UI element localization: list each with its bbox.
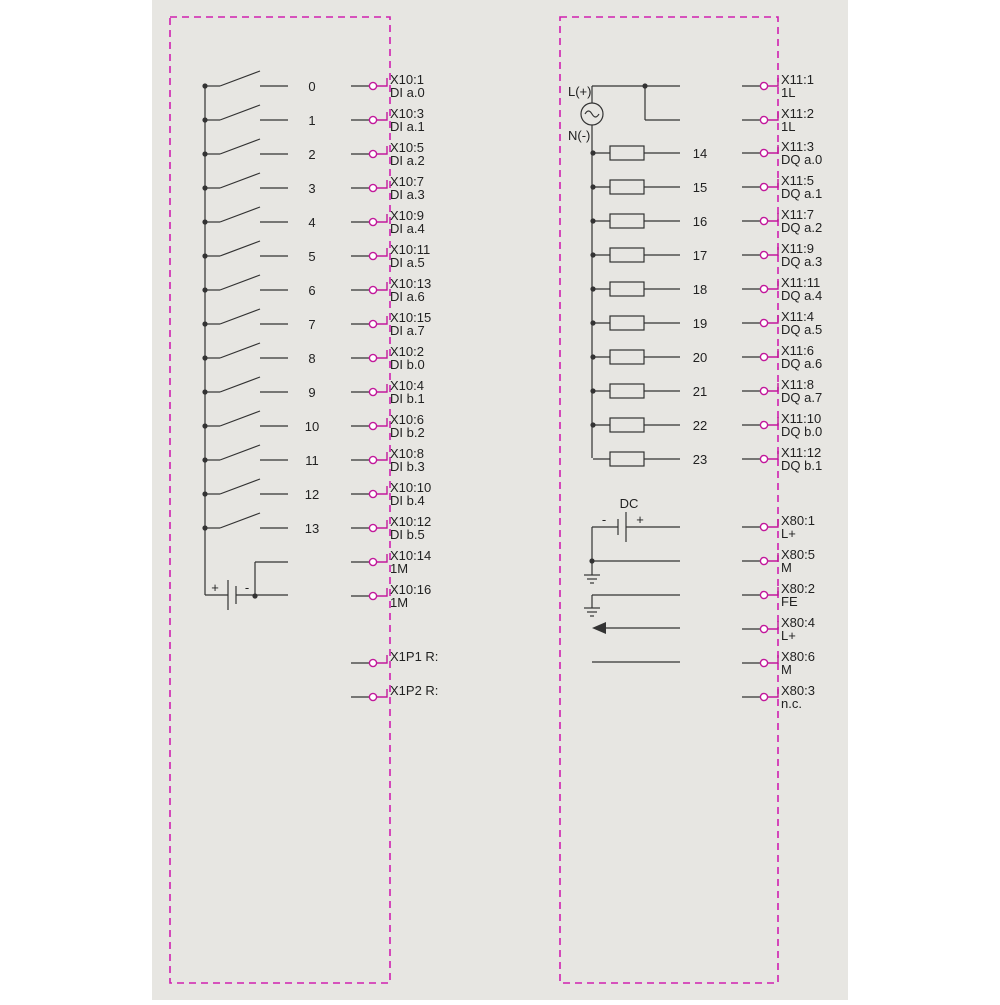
dc-label: DC: [619, 496, 639, 511]
terminal-label: X80:4: [781, 615, 815, 630]
terminal-circle: [760, 387, 767, 394]
terminal-circle: [760, 217, 767, 224]
channel-number: 1: [308, 113, 316, 128]
signal-label: M: [781, 560, 792, 575]
signal-label: DI a.7: [390, 323, 425, 338]
terminal-label: X10:9: [390, 208, 424, 223]
channel-number: 10: [304, 419, 320, 434]
terminal-label: X11:10: [781, 411, 822, 426]
channel-number: 6: [308, 283, 316, 298]
terminal-circle: [369, 116, 376, 123]
channel-number: 20: [692, 350, 708, 365]
terminal-label: X11:5: [781, 173, 815, 188]
terminal-circle: [760, 251, 767, 258]
signal-label: DI a.1: [390, 119, 425, 134]
terminal-label: X10:5: [390, 140, 424, 155]
terminal-label: X11:6: [781, 343, 815, 358]
terminal-circle: [760, 523, 767, 530]
channel-number: 5: [308, 249, 316, 264]
channel-number: 23: [692, 452, 708, 467]
terminal-label: X11:2: [781, 106, 815, 121]
terminal-label: X11:3: [781, 139, 815, 154]
dc-minus-sign: -: [601, 512, 607, 527]
terminal-label: X80:3: [781, 683, 815, 698]
terminal-label: X80:6: [781, 649, 815, 664]
terminal-circle: [369, 558, 376, 565]
signal-label: DI a.5: [390, 255, 425, 270]
signal-label: DI a.4: [390, 221, 425, 236]
terminal-label: X10:13: [390, 276, 432, 291]
signal-label: DQ b.1: [781, 458, 823, 473]
terminal-circle: [369, 592, 376, 599]
signal-label: n.c.: [781, 696, 802, 711]
terminal-label: X10:8: [390, 446, 424, 461]
terminal-circle: [369, 354, 376, 361]
terminal-label: X10:12: [390, 514, 432, 529]
diagram-sheet: [152, 0, 848, 1000]
signal-label: DI b.4: [390, 493, 425, 508]
terminal-label: X10:10: [390, 480, 432, 495]
terminal-label: X10:7: [390, 174, 424, 189]
terminal-circle: [369, 286, 376, 293]
channel-number: 15: [692, 180, 708, 195]
terminal-circle: [369, 693, 376, 700]
signal-label: DI a.6: [390, 289, 425, 304]
terminal-circle: [369, 524, 376, 531]
terminal-label: X10:6: [390, 412, 424, 427]
terminal-label: X11:7: [781, 207, 815, 222]
channel-number: 4: [308, 215, 316, 230]
signal-label: L+: [781, 526, 796, 541]
terminal-label: X10:14: [390, 548, 432, 563]
signal-label: DI a.3: [390, 187, 425, 202]
terminal-circle: [369, 388, 376, 395]
signal-label: DQ a.2: [781, 220, 823, 235]
signal-label: DQ a.7: [781, 390, 823, 405]
channel-number: 8: [308, 351, 316, 366]
dc-plus-sign: +: [636, 512, 644, 527]
signal-label: DQ b.0: [781, 424, 823, 439]
channel-number: 7: [308, 317, 316, 332]
channel-number: 14: [692, 146, 708, 161]
signal-label: DI b.3: [390, 459, 425, 474]
channel-number: 19: [692, 316, 708, 331]
terminal-circle: [369, 659, 376, 666]
terminal-circle: [369, 184, 376, 191]
terminal-label: X11:8: [781, 377, 815, 392]
terminal-circle: [760, 285, 767, 292]
terminal-label: X10:1: [390, 72, 424, 87]
signal-label: DQ a.4: [781, 288, 823, 303]
terminal-label: X10:16: [390, 582, 432, 597]
channel-number: 2: [308, 147, 316, 162]
terminal-circle: [369, 82, 376, 89]
terminal-circle: [760, 319, 767, 326]
terminal-circle: [369, 218, 376, 225]
signal-label: DQ a.1: [781, 186, 823, 201]
terminal-circle: [760, 149, 767, 156]
channel-number: 18: [692, 282, 708, 297]
terminal-label: X80:5: [781, 547, 815, 562]
supply-plus-label: L(+): [568, 84, 592, 99]
signal-label: 1L: [781, 119, 796, 134]
terminal-circle: [369, 422, 376, 429]
signal-label: 1M: [390, 561, 409, 576]
terminal-circle: [760, 625, 767, 632]
terminal-label: X10:15: [390, 310, 432, 325]
terminal-label: X10:4: [390, 378, 424, 393]
terminal-label: X10:3: [390, 106, 424, 121]
channel-number: 22: [692, 418, 708, 433]
supply-junction: [252, 593, 257, 598]
terminal-circle: [760, 693, 767, 700]
signal-label: DI a.2: [390, 153, 425, 168]
terminal-circle: [369, 320, 376, 327]
channel-number: 0: [308, 79, 316, 94]
terminal-label: X80:1: [781, 513, 815, 528]
signal-label: DQ a.5: [781, 322, 823, 337]
signal-label: L+: [781, 628, 796, 643]
terminal-circle: [760, 557, 767, 564]
terminal-circle: [369, 490, 376, 497]
signal-label: FE: [781, 594, 798, 609]
terminal-circle: [760, 659, 767, 666]
channel-number: 21: [692, 384, 708, 399]
signal-label: DI b.5: [390, 527, 425, 542]
terminal-label: X11:12: [781, 445, 822, 460]
terminal-circle: [369, 150, 376, 157]
terminal-circle: [760, 455, 767, 462]
signal-label: 1M: [390, 595, 409, 610]
signal-label: DI b.1: [390, 391, 425, 406]
supply-minus-label: N(-): [568, 128, 591, 143]
terminal-circle: [760, 591, 767, 598]
signal-label: DI a.0: [390, 85, 425, 100]
signal-label: DI b.2: [390, 425, 425, 440]
channel-number: 3: [308, 181, 316, 196]
terminal-label: X11:4: [781, 309, 815, 324]
terminal-label: X10:2: [390, 344, 424, 359]
terminal-circle: [369, 252, 376, 259]
channel-number: 9: [308, 385, 316, 400]
terminal-label: X80:2: [781, 581, 815, 596]
channel-number: 16: [692, 214, 708, 229]
channel-number: 11: [305, 453, 319, 468]
battery-minus-sign: -: [244, 580, 250, 595]
terminal-circle: [760, 82, 767, 89]
terminal-circle: [369, 456, 376, 463]
channel-number: 17: [692, 248, 708, 263]
terminal-label: X10:11: [390, 242, 431, 257]
channel-number: 13: [304, 521, 320, 536]
channel-number: 12: [304, 487, 320, 502]
terminal-label: X1P1 R:: [390, 649, 439, 664]
terminal-label: X1P2 R:: [390, 683, 439, 698]
signal-label: DQ a.6: [781, 356, 823, 371]
signal-label: DQ a.0: [781, 152, 823, 167]
signal-label: M: [781, 662, 792, 677]
terminal-circle: [760, 116, 767, 123]
signal-label: DI b.0: [390, 357, 425, 372]
terminal-circle: [760, 183, 767, 190]
terminal-label: X11:9: [781, 241, 815, 256]
terminal-circle: [760, 421, 767, 428]
terminal-label: X11:1: [781, 72, 815, 87]
battery-plus-sign: +: [211, 580, 219, 595]
signal-label: DQ a.3: [781, 254, 823, 269]
terminal-label: X11:11: [781, 275, 821, 290]
signal-label: 1L: [781, 85, 796, 100]
terminal-circle: [760, 353, 767, 360]
